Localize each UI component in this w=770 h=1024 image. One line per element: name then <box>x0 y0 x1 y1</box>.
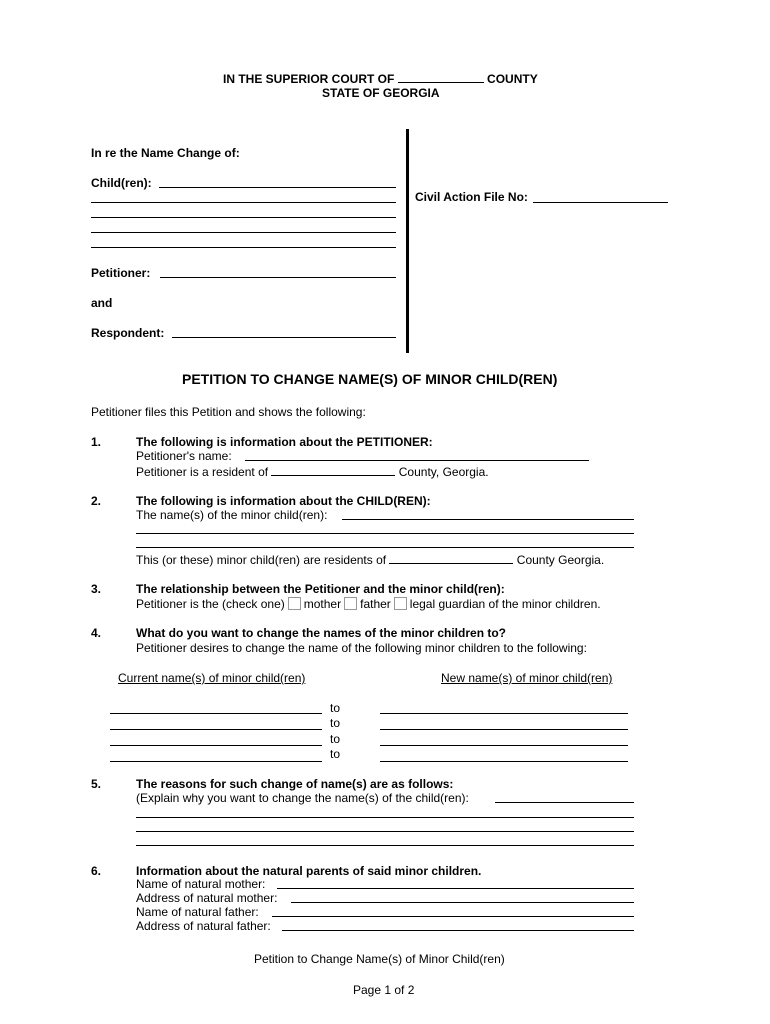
section-number: 3. <box>91 582 102 596</box>
current-name-line[interactable] <box>110 761 322 762</box>
child-name-line[interactable] <box>91 232 396 233</box>
father-address-label: Address of natural father: <box>136 919 271 933</box>
current-name-line[interactable] <box>110 729 322 730</box>
child-name-line[interactable] <box>91 202 396 203</box>
petitioner-name-label: Petitioner's name: <box>136 449 232 463</box>
name-change-description: Petitioner desires to change the name of the following minor children to the following: <box>136 641 587 655</box>
mother-name-line[interactable] <box>277 888 634 889</box>
in-re-label: In re the Name Change of: <box>91 146 240 160</box>
reasons-line[interactable] <box>136 817 634 818</box>
state-heading: STATE OF GEORGIA <box>322 86 440 100</box>
page-number: Page 1 of 2 <box>353 983 415 997</box>
to-label: to <box>330 716 341 730</box>
section-number: 4. <box>91 626 102 640</box>
to-label: to <box>330 732 341 746</box>
section-heading: The reasons for such change of name(s) are as follows: <box>136 777 454 791</box>
father-name-label: Name of natural father: <box>136 905 259 919</box>
caption-divider <box>406 129 409 353</box>
reasons-description: (Explain why you want to change the name(s) of the child(ren): <box>136 791 469 805</box>
respondent-label: Respondent: <box>91 326 165 340</box>
father-name-line[interactable] <box>272 916 634 917</box>
child-name-line[interactable] <box>91 247 396 248</box>
section-number: 2. <box>91 494 102 508</box>
court-heading: IN THE SUPERIOR COURT OF COUNTY <box>223 72 538 86</box>
children-names-line[interactable] <box>136 533 634 534</box>
petitioner-name-line[interactable] <box>245 460 589 461</box>
current-name-line[interactable] <box>110 745 322 746</box>
new-name-line[interactable] <box>380 729 628 730</box>
children-label: Child(ren): <box>91 176 152 190</box>
intro-text: Petitioner files this Petition and shows the following: <box>91 405 366 419</box>
section-heading: The following is information about the PETITIONER: <box>136 435 433 449</box>
new-name-line[interactable] <box>380 713 628 714</box>
section-number: 5. <box>91 777 102 791</box>
children-names-label: The name(s) of the minor child(ren): <box>136 508 328 522</box>
and-label: and <box>91 296 113 310</box>
section-heading: The relationship between the Petitioner and the minor child(ren): <box>136 582 505 596</box>
legal-guardian-checkbox[interactable] <box>394 597 407 610</box>
county-blank[interactable] <box>398 71 484 83</box>
new-name-line[interactable] <box>380 761 628 762</box>
section-number: 1. <box>91 435 102 449</box>
respondent-line[interactable] <box>172 337 396 338</box>
mother-checkbox[interactable] <box>288 597 301 610</box>
child-name-line[interactable] <box>159 187 396 188</box>
document-title: PETITION TO CHANGE NAME(S) OF MINOR CHILD(REN) <box>182 371 558 387</box>
to-label: to <box>330 701 341 715</box>
section-heading: The following is information about the CHILD(REN): <box>136 494 431 508</box>
reasons-line[interactable] <box>136 831 634 832</box>
children-names-line[interactable] <box>136 547 634 548</box>
father-address-line[interactable] <box>282 930 634 931</box>
to-label: to <box>330 747 341 761</box>
mother-name-label: Name of natural mother: <box>136 877 266 891</box>
section-number: 6. <box>91 864 102 878</box>
mother-address-label: Address of natural mother: <box>136 891 278 905</box>
reasons-line[interactable] <box>136 845 634 846</box>
children-names-line[interactable] <box>342 519 634 520</box>
section-heading: Information about the natural parents of said minor children. <box>136 864 482 878</box>
petitioner-label: Petitioner: <box>91 266 151 280</box>
reasons-line[interactable] <box>495 802 634 803</box>
father-checkbox[interactable] <box>344 597 357 610</box>
petitioner-resident-row: Petitioner is a resident of County, Georgia. <box>136 465 489 479</box>
current-name-line[interactable] <box>110 713 322 714</box>
mother-address-line[interactable] <box>291 902 634 903</box>
petitioner-line[interactable] <box>160 277 396 278</box>
relationship-row: Petitioner is the (check one) mother father legal guardian of the minor children. <box>136 597 601 611</box>
new-name-line[interactable] <box>380 745 628 746</box>
new-names-header: New name(s) of minor child(ren) <box>441 671 613 685</box>
section-heading: What do you want to change the names of the minor children to? <box>136 626 507 640</box>
footer-title: Petition to Change Name(s) of Minor Child(ren) <box>254 952 505 966</box>
children-resident-row: This (or these) minor child(ren) are residents of County Georgia. <box>136 553 605 567</box>
children-county-blank[interactable] <box>389 552 513 564</box>
petitioner-county-blank[interactable] <box>271 464 395 476</box>
civil-action-line[interactable] <box>533 202 668 203</box>
civil-action-label: Civil Action File No: <box>415 190 528 204</box>
child-name-line[interactable] <box>91 217 396 218</box>
current-names-header: Current name(s) of minor child(ren) <box>118 671 306 685</box>
